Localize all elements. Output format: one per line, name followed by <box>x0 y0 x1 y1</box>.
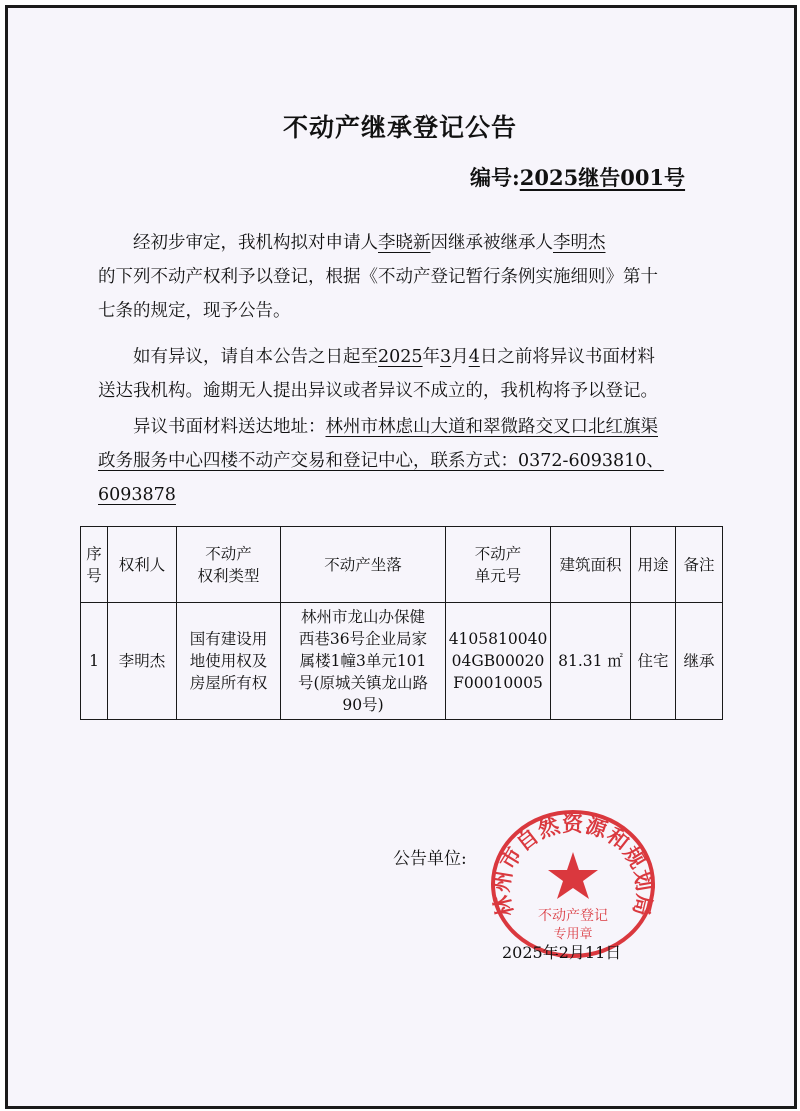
p1-line-2: 的下列不动产权利予以登记，根据《不动产登记暂行条例实施细则》第十 <box>98 267 658 287</box>
cell-right-type: 国有建设用 地使用权及 房屋所有权 <box>177 603 281 720</box>
cell-use: 住宅 <box>631 603 676 720</box>
property-table <box>80 526 723 720</box>
official-seal-icon <box>483 800 663 960</box>
deadline-year: 2025 <box>378 347 423 367</box>
p1-text-mid: 因继承被继承人 <box>430 233 553 253</box>
notice-paragraph-1 <box>98 226 708 328</box>
table-row <box>81 603 723 720</box>
notice-paragraph-2 <box>98 340 708 408</box>
address-line-3: 6093878 <box>98 485 176 505</box>
address-label: 异议书面材料送达地址： <box>133 417 326 437</box>
decedent-name: 李明杰 <box>553 233 606 253</box>
header-unit-no: 不动产 单元号 <box>446 527 551 603</box>
cell-index: 1 <box>81 603 108 720</box>
address-line-1: 林州市林虑山大道和翠微路交叉口北红旗渠 <box>325 417 658 437</box>
document-number-value: 2025继告001号 <box>519 165 686 190</box>
document-number-label: 编号: <box>470 165 520 190</box>
header-owner: 权利人 <box>108 527 177 603</box>
header-location: 不动产坐落 <box>281 527 446 603</box>
seal-arc-text: 林州市自然资源和规划局 <box>488 811 658 920</box>
cell-area: 81.31 ㎡ <box>551 603 631 720</box>
document-number <box>470 162 699 192</box>
p1-line-3: 七条的规定，现予公告。 <box>98 301 291 321</box>
cell-owner: 李明杰 <box>108 603 177 720</box>
seal-center-text-2: 专用章 <box>553 927 593 942</box>
p1-text-pre: 经初步审定，我机构拟对申请人 <box>133 233 378 253</box>
issuer-label: 公告单位: <box>393 849 467 869</box>
deadline-day: 4 <box>468 347 480 367</box>
header-use: 用途 <box>631 527 676 603</box>
notice-paragraph-3 <box>98 410 708 512</box>
cell-note: 继承 <box>676 603 723 720</box>
year-unit: 年 <box>422 347 441 367</box>
month-unit: 月 <box>451 347 469 367</box>
header-right-type: 不动产 权利类型 <box>177 527 281 603</box>
table-header-row <box>81 527 723 603</box>
cell-location: 林州市龙山办保健 西巷36号企业局家 属楼1幢3单元101 号(原城关镇龙山路 90号) <box>281 603 446 720</box>
applicant-name: 李晓新 <box>378 233 431 253</box>
header-index: 序 号 <box>81 527 108 603</box>
p2-text-post: 日之前将异议书面材料 <box>479 347 655 367</box>
seal-center-text-1: 不动产登记 <box>538 908 608 924</box>
address-line-2: 政务服务中心四楼不动产交易和登记中心，联系方式：0372-6093810、 <box>98 451 664 471</box>
p2-text-pre: 如有异议，请自本公告之日起至 <box>133 347 378 367</box>
deadline-month: 3 <box>440 347 452 367</box>
p2-line-2: 送达我机构。逾期无人提出异议或者异议不成立的，我机构将予以登记。 <box>98 381 658 401</box>
issue-date: 2025年2月11日 <box>502 943 622 962</box>
cell-unit-no: 4105810040 04GB00020 F00010005 <box>446 603 551 720</box>
page-title: 不动产继承登记公告 <box>282 113 517 142</box>
header-note: 备注 <box>676 527 723 603</box>
header-area: 建筑面积 <box>551 527 631 603</box>
